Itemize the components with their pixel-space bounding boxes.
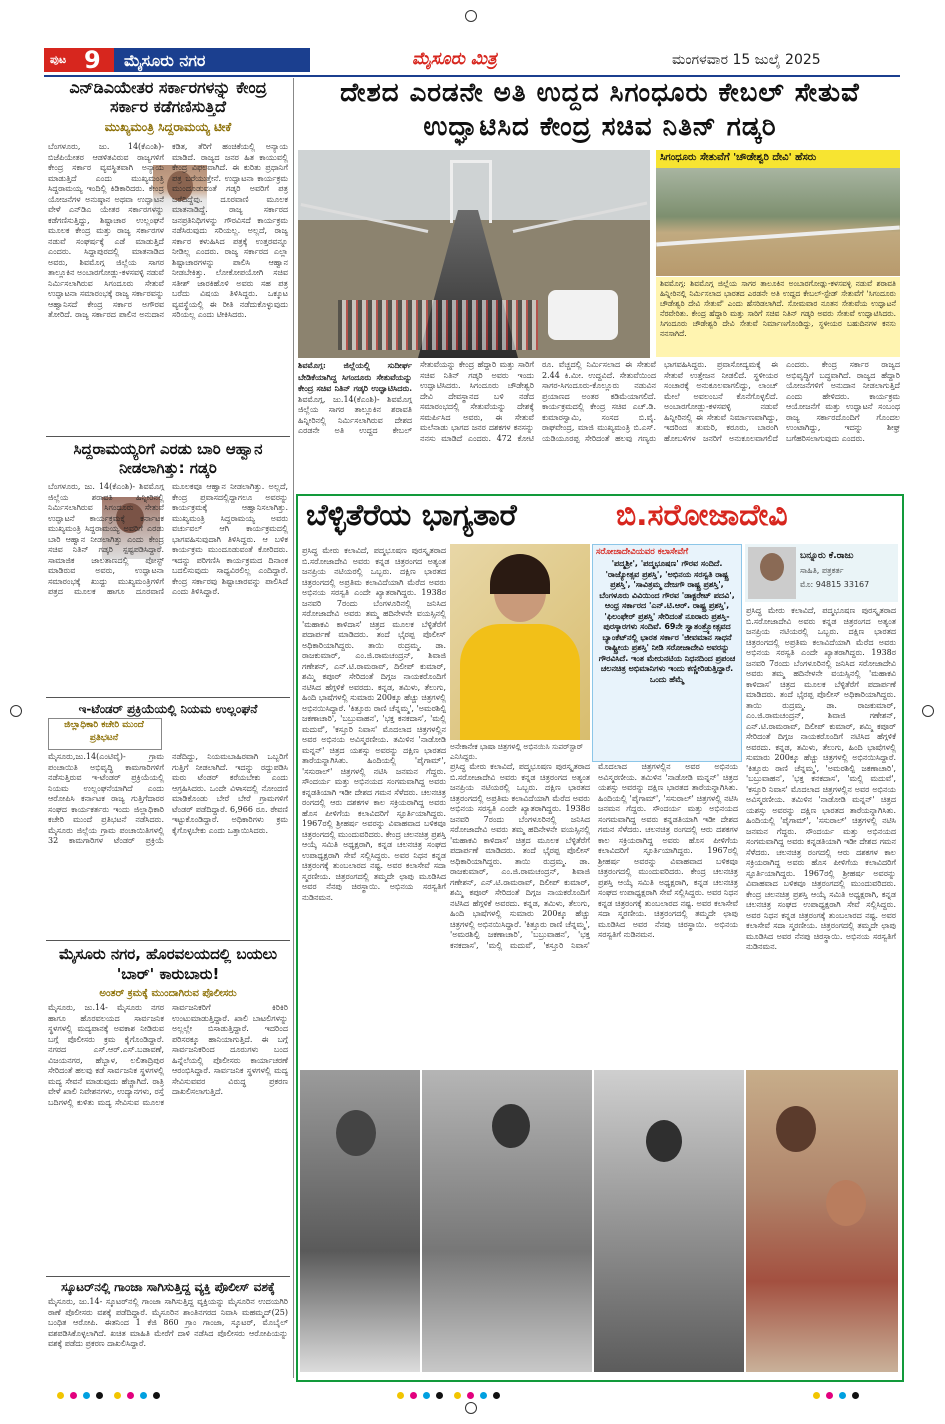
color-swatch <box>83 1392 90 1399</box>
feature-body-right: ಪ್ರಸಿದ್ಧ ಮೇರು ಕಲಾವಿದೆ, ಪದ್ಮಭೂಷಣ ಪುರಸ್ಕೃತರಾದ ಬಿ.ಸರೋಜಾದೇವಿ ಅವರು ಕನ್ನಡ ಚಿತ್ರರಂಗದ ಅತ್ಯಂತ ಜನಪ್ರಿಯ ನಟಿಯರಲ್ಲಿ ಒಬ್ಬರು. ದಕ್ಷಿಣ ಭಾರತದ ಚಿತ್ರರಂಗದಲ್ಲಿ ಅಪ್ರತಿಮ ಕಲಾವಿದೆಯಾಗಿ ಮೆರೆದ ಅವರು ಅಭಿನಯ ಸರಸ್ವತಿ ಎಂದೇ ಖ್ಯಾತರಾಗಿದ್ದರು. 1938ರ ಜನವರಿ 7ರಂದು ಬೆಂಗಳೂರಿನಲ್ಲಿ ಜನಿಸಿದ ಸರೋಜಾದೇವಿ ಅವರು ತಮ್ಮ ಹದಿನೇಳನೇ ವಯಸ್ಸಿನಲ್ಲಿ 'ಮಹಾಕವಿ ಕಾಳಿದಾಸ' ಚಿತ್ರದ ಮೂಲಕ ಬೆಳ್ಳಿತೆರೆಗೆ ಪದಾರ್ಪಣೆ ಮಾಡಿದರು. ತಂದೆ ಭೈರಪ್ಪ ಪೊಲೀಸ್ ಅಧಿಕಾರಿಯಾಗಿದ್ದರು. ತಾಯಿ ರುದ್ರಮ್ಮ. ಡಾ. ರಾಜಕುಮಾರ್, ಎಂ.ಜಿ.ರಾಮಚಂದ್ರನ್, ಶಿವಾಜಿ ಗಣೇಶನ್, ಎನ್.ಟಿ.ರಾಮರಾವ್, ದಿಲೀಪ್ ಕುಮಾರ್, ಶಮ್ಮಿ ಕಪೂರ್ ಸೇರಿದಂತೆ ದಿಗ್ಗಜ ನಾಯಕರೊಂದಿಗೆ ನಟಿಸಿದ ಹೆಗ್ಗಳಿಕೆ ಅವರದು. ಕನ್ನಡ, ತಮಿಳು, ತೆಲುಗು, ಹಿಂದಿ ಭಾಷೆಗಳಲ್ಲಿ ಸುಮಾರು 200ಕ್ಕೂ ಹೆಚ್ಚು ಚಿತ್ರಗಳಲ್ಲಿ ಅಭಿನಯಿಸಿದ್ದಾರೆ. 'ಕಿತ್ತೂರು ರಾಣಿ ಚೆನ್ನಮ್ಮ', 'ಅಮರಶಿಲ್ಪಿ ಜಕಣಾಚಾರಿ', 'ಬಬ್ರುವಾಹನ', 'ಭಕ್ತ ಕನಕದಾಸ', 'ಮಲ್ಲಿ ಮದುವೆ', 'ಕಸ್ತೂರಿ ನಿವಾಸ' ಮೊದಲಾದ ಚಿತ್ರಗಳಲ್ಲಿನ ಅವರ ಅಭಿನಯ ಅವಿಸ್ಮರಣೀಯ. ತಮಿಳಿನ 'ನಾಡೋಡಿ ಮನ್ನನ್' ಚಿತ್ರದ ಯಶಸ್ಸು ಅವರನ್ನು ದಕ್ಷಿಣ ಭಾರತದ ತಾರೆಯನ್ನಾಗಿಸಿತು. ಹಿಂದಿಯಲ್ಲಿ 'ಪೈಗಾಮ್', 'ಸಸುರಾಲ್' ಚಿತ್ರಗಳಲ್ಲಿ ನಟಿಸಿ ಜನಮನ ಗೆದ್ದರು. ಸೌಂದರ್ಯ ಮತ್ತು ಅಭಿನಯದ ಸಂಗಮವಾಗಿದ್ದ ಅವರು ಕನ್ನಡತಿಯಾಗಿ ಇಡೀ ದೇಶದ ಗಮನ ಸೆಳೆದರು. ಚಲನಚಿತ್ರ ರಂಗದಲ್ಲಿ ಆರು ದಶಕಗಳ ಕಾಲ ಸಕ್ರಿಯರಾಗಿದ್ದ ಅವರು ಹೊಸ ಪೀಳಿಗೆಯ ಕಲಾವಿದರಿಗೆ ಸ್ಫೂರ್ತಿಯಾಗಿದ್ದರು. 1967ರಲ್ಲಿ ಶ್ರೀಹರ್ಷ ಅವರನ್ನು ವಿವಾಹವಾದ ಬಳಿಕವೂ ಚಿತ್ರರಂಗದಲ್ಲಿ ಮುಂದುವರಿದರು. ಕೇಂದ್ರ ಚಲನಚಿತ್ರ ಪ್ರಶಸ್ತಿ ಆಯ್ಕೆ ಸಮಿತಿ ಅಧ್ಯಕ್ಷರಾಗಿ, ಕನ್ನಡ ಚಲನಚಿತ್ರ ಸಂಘದ ಉಪಾಧ್ಯಕ್ಷರಾಗಿ ಸೇವೆ ಸಲ್ಲಿಸಿದ್ದರು. ಅವರ ನಿಧನ ಕನ್ನಡ ಚಿತ್ರರಂಗಕ್ಕೆ ತುಂಬಲಾರದ ನಷ್ಟ. ಅವರ ಕಲಾಸೇವೆ ಸದಾ ಸ್ಮರಣೀಯ. ಚಿತ್ರರಂಗದಲ್ಲಿ ತಮ್ಮದೇ ಛಾಪು ಮೂಡಿಸಿದ ಅವರ ನೆನಪು ಚಿರಸ್ಥಾಯಿ. ಅಭಿನಯ ಸರಸ್ವತಿಗೆ ನುಡಿನಮನ. <box>746 606 896 951</box>
sarojadevi-portrait <box>450 544 590 740</box>
page-date: ಮಂಗಳವಾರ 15 ಜುಲೈ 2025 <box>672 52 821 68</box>
page-header <box>44 48 900 74</box>
story3-subhead: ಜಿಲ್ಲಾಧಿಕಾರಿ ಕಚೇರಿ ಮುಂದೆ ಪ್ರತಿಭಟನೆ <box>64 720 144 743</box>
color-swatch <box>852 1392 859 1399</box>
masthead-logo: ಮೈಸೂರು ಮಿತ್ರ <box>412 49 497 69</box>
feature-headline-part1: ಬೆಳ್ಳಿತೆರೆಯ ಭಾಗ್ಯತಾರೆ <box>306 498 517 533</box>
aerial-bridge-line <box>656 225 900 246</box>
page-number: 9 <box>84 46 101 74</box>
story4-headline: ಮೈಸೂರು ನಗರ, ಹೊರವಲಯದಲ್ಲಿ ಬಯಲು 'ಬಾರ್' ಕಾರುಬಾರು! <box>58 945 278 983</box>
lead-body <box>298 360 900 492</box>
car <box>548 290 618 340</box>
portrait-hair <box>490 554 550 594</box>
color-swatch <box>96 1392 103 1399</box>
color-swatch <box>480 1392 487 1399</box>
author-avatar-icon <box>760 553 784 581</box>
author-role: ಸಾಹಿತಿ, ಪತ್ರಕರ್ತ <box>800 566 844 575</box>
story5-headline: ಸ್ಕೂಟರ್‌ನಲ್ಲಿ ಗಾಂಜಾ ಸಾಗಿಸುತ್ತಿದ್ದ ವ್ಯಕ್ತಿ ಪೊಲೀಸ್ ವಶಕ್ಕೆ <box>61 1280 275 1294</box>
registration-mark <box>465 10 477 22</box>
story2-headline: ಸಿದ್ದರಾಮಯ್ಯರಿಗೆ ಎರಡು ಬಾರಿ ಆಹ್ವಾನ ನೀಡಲಾಗಿತ್ತು: ಗಡ್ಕರಿ <box>73 440 263 477</box>
author-mobile: ಮೊ: 94815 33167 <box>800 580 870 589</box>
story2-body: ಬೆಂಗಳೂರು, ಜು. 14(ಕೆಎಂಶಿ)- ಶಿವಮೊಗ್ಗ ಜಿಲ್ಲೆಯ ಶರಾವತಿ ಹಿನ್ನೀರಿನಲ್ಲಿ ನಿರ್ಮಿಸಲಾಗಿರುವ ಸಿಗಂದೂರು ಸೇತುವೆ ಉದ್ಘಾಟನೆ ಕಾರ್ಯಕ್ರಮಕ್ಕೆ ಕರ್ನಾಟಕ ಮುಖ್ಯಮಂತ್ರಿ ಸಿದ್ದರಾಮಯ್ಯ ಅವರಿಗೆ ಎರಡು ಬಾರಿ ಆಹ್ವಾನ ನೀಡಲಾಗಿತ್ತು ಎಂದು ಕೇಂದ್ರ ಸಚಿವ ನಿತಿನ್ ಗಡ್ಕರಿ ಸ್ಪಷ್ಟಪಡಿಸಿದ್ದಾರೆ. ಸಾಮಾಜಿಕ ಜಾಲತಾಣದಲ್ಲಿ ಪೋಸ್ಟ್ ಮಾಡಿರುವ ಅವರು, ಉದ್ಘಾಟನಾ ಸಮಾರಂಭಕ್ಕೆ ಖುದ್ದು ಮುಖ್ಯಮಂತ್ರಿಗಳಿಗೆ ಪತ್ರದ ಮೂಲಕ ಹಾಗೂ ದೂರವಾಣಿ ಮೂಲಕವೂ ಆಹ್ವಾನ ನೀಡಲಾಗಿತ್ತು. ಅಲ್ಲದೆ, ಕೇಂದ್ರ ಪ್ರವಾಸದಲ್ಲಿದ್ದಾಗಲೂ ಅವರನ್ನು ಕಾರ್ಯಕ್ರಮಕ್ಕೆ ಆಹ್ವಾನಿಸಲಾಗಿತ್ತು. ಮುಖ್ಯಮಂತ್ರಿ ಸಿದ್ದರಾಮಯ್ಯ ಅವರು ವರ್ಚುವಲ್ ಆಗಿ ಕಾರ್ಯಕ್ರಮದಲ್ಲಿ ಭಾಗವಹಿಸುವುದಾಗಿ ತಿಳಿಸಿದ್ದರು. ಆ ಬಳಿಕ ಕಾರ್ಯಕ್ರಮ ಮುಂದೂಡುವಂತೆ ಕೋರಿದರು. ಇದನ್ನು ಪರಿಗಣಿಸಿ ಕಾರ್ಯಕ್ರಮದ ದಿನಾಂಕ ಬದಲಿಸುವುದು ಸಾಧ್ಯವಿರಲಿಲ್ಲ ಎಂದಿದ್ದಾರೆ. ಕೇಂದ್ರ ಸರ್ಕಾರವು ಶಿಷ್ಟಾಚಾರವನ್ನು ಪಾಲಿಸಿದೆ ಎಂದು ತಿಳಿಸಿದ್ದಾರೆ. <box>48 482 288 596</box>
lead-body-text: ಶಿವಮೊಗ್ಗ, ಜು.14(ಕೆಎಂಶಿ)- ಶಿವಮೊಗ್ಗ ಜಿಲ್ಲೆಯ ಸಾಗರ ತಾಲ್ಲೂಕಿನ ಶರಾವತಿ ಹಿನ್ನೀರಿನಲ್ಲಿ ನಿರ್ಮಿಸಲಾಗಿರುವ ದೇಶದ ಎರಡನೇ ಅತಿ ಉದ್ದದ ಕೇಬಲ್ ಸೇತುವೆಯನ್ನು ಕೇಂದ್ರ ಹೆದ್ದಾರಿ ಮತ್ತು ಸಾರಿಗೆ ಸಚಿವ ನಿತಿನ್ ಗಡ್ಕರಿ ಅವರು ಇಂದು ಉದ್ಘಾಟಿಸಿದರು. ಸಿಗಂದೂರು ಚೌಡೇಶ್ವರಿ ದೇವಿ ದೇವಸ್ಥಾನದ ಬಳಿ ನಡೆದ ಸಮಾರಂಭದಲ್ಲಿ ಸೇತುವೆಯನ್ನು ದೇಶಕ್ಕೆ ಸಮರ್ಪಿಸಿದ ಅವರು, ಈ ಸೇತುವೆ ಮಲೆನಾಡು ಭಾಗದ ಜನರ ದಶಕಗಳ ಕನಸನ್ನು ನನಸು ಮಾಡಿದೆ ಎಂದರು. 472 ಕೋಟಿ ರೂ. ವೆಚ್ಚದಲ್ಲಿ ನಿರ್ಮಿಸಲಾದ ಈ ಸೇತುವೆ 2.44 ಕಿ.ಮೀ. ಉದ್ದವಿದೆ. ಸೇತುವೆಯಿಂದ ಸಾಗರ-ಸಿಗಂದೂರು-ಕೊಲ್ಲೂರು ನಡುವಿನ ಪ್ರಯಾಣದ ಅಂತರ ಕಡಿಮೆಯಾಗಲಿದೆ. ಕಾರ್ಯಕ್ರಮದಲ್ಲಿ ಕೇಂದ್ರ ಸಚಿವ ಎಚ್.ಡಿ. ಕುಮಾರಸ್ವಾಮಿ, ಸಂಸದ ಬಿ.ವೈ. ರಾಘವೇಂದ್ರ, ಮಾಜಿ ಮುಖ್ಯಮಂತ್ರಿ ಬಿ.ಎಸ್. ಯಡಿಯೂರಪ್ಪ ಸೇರಿದಂತೆ ಹಲವು ಗಣ್ಯರು ಭಾಗವಹಿಸಿದ್ದರು. ಪ್ರವಾಸೋದ್ಯಮಕ್ಕೆ ಈ ಸೇತುವೆ ಉತ್ತೇಜನ ನೀಡಲಿದೆ. ಸ್ಥಳೀಯರ ಸಂಚಾರಕ್ಕೆ ಅನುಕೂಲವಾಗಲಿದ್ದು, ಲಾಂಚ್ ಮೇಲೆ ಅವಲಂಬನೆ ಕೊನೆಗೊಳ್ಳಲಿದೆ. ಅಂಬಾರಗೋಡ್ಲು-ಕಳಸವಳ್ಳಿ ನಡುವೆ ಹಿನ್ನೀರಿನಲ್ಲಿ ಈ ಸೇತುವೆ ನಿರ್ಮಾಣವಾಗಿದ್ದು, ಇದರಿಂದ ತುಮರಿ, ಕರೂರು, ಬಾರಂಗಿ ಹೋಬಳಿಗಳ ಜನರಿಗೆ ಅನುಕೂಲವಾಗಲಿದೆ ಎಂದರು. ಕೇಂದ್ರ ಸರ್ಕಾರ ರಾಜ್ಯದ ಅಭಿವೃದ್ಧಿಗೆ ಬದ್ಧವಾಗಿದೆ. ರಾಜ್ಯದ ಹೆದ್ದಾರಿ ಯೋಜನೆಗಳಿಗೆ ಅನುದಾನ ನೀಡಲಾಗುತ್ತಿದೆ ಎಂದು ಹೇಳಿದರು. ಕಾರ್ಯಕ್ರಮ ಆಯೋಜನೆಗೆ ಮತ್ತು ಉದ್ಘಾಟನೆ ಸಂಬಂಧ ರಾಜ್ಯ ಸರ್ಕಾರದೊಂದಿಗೆ ಗೊಂದಲ ಉಂಟಾಗಿದ್ದು, ಇದನ್ನು ಶೀಘ್ರ ಬಗೆಹರಿಸಲಾಗುವುದು ಎಂದರು. <box>298 360 900 443</box>
feature-body-left: ಪ್ರಸಿದ್ಧ ಮೇರು ಕಲಾವಿದೆ, ಪದ್ಮಭೂಷಣ ಪುರಸ್ಕೃತರಾದ ಬಿ.ಸರೋಜಾದೇವಿ ಅವರು ಕನ್ನಡ ಚಿತ್ರರಂಗದ ಅತ್ಯಂತ ಜನಪ್ರಿಯ ನಟಿಯರಲ್ಲಿ ಒಬ್ಬರು. ದಕ್ಷಿಣ ಭಾರತದ ಚಿತ್ರರಂಗದಲ್ಲಿ ಅಪ್ರತಿಮ ಕಲಾವಿದೆಯಾಗಿ ಮೆರೆದ ಅವರು ಅಭಿನಯ ಸರಸ್ವತಿ ಎಂದೇ ಖ್ಯಾತರಾಗಿದ್ದರು. 1938ರ ಜನವರಿ 7ರಂದು ಬೆಂಗಳೂರಿನಲ್ಲಿ ಜನಿಸಿದ ಸರೋಜಾದೇವಿ ಅವರು ತಮ್ಮ ಹದಿನೇಳನೇ ವಯಸ್ಸಿನಲ್ಲಿ 'ಮಹಾಕವಿ ಕಾಳಿದಾಸ' ಚಿತ್ರದ ಮೂಲಕ ಬೆಳ್ಳಿತೆರೆಗೆ ಪದಾರ್ಪಣೆ ಮಾಡಿದರು. ತಂದೆ ಭೈರಪ್ಪ ಪೊಲೀಸ್ ಅಧಿಕಾರಿಯಾಗಿದ್ದರು. ತಾಯಿ ರುದ್ರಮ್ಮ. ಡಾ. ರಾಜಕುಮಾರ್, ಎಂ.ಜಿ.ರಾಮಚಂದ್ರನ್, ಶಿವಾಜಿ ಗಣೇಶನ್, ಎನ್.ಟಿ.ರಾಮರಾವ್, ದಿಲೀಪ್ ಕುಮಾರ್, ಶಮ್ಮಿ ಕಪೂರ್ ಸೇರಿದಂತೆ ದಿಗ್ಗಜ ನಾಯಕರೊಂದಿಗೆ ನಟಿಸಿದ ಹೆಗ್ಗಳಿಕೆ ಅವರದು. ಕನ್ನಡ, ತಮಿಳು, ತೆಲುಗು, ಹಿಂದಿ ಭಾಷೆಗಳಲ್ಲಿ ಸುಮಾರು 200ಕ್ಕೂ ಹೆಚ್ಚು ಚಿತ್ರಗಳಲ್ಲಿ ಅಭಿನಯಿಸಿದ್ದಾರೆ. 'ಕಿತ್ತೂರು ರಾಣಿ ಚೆನ್ನಮ್ಮ', 'ಅಮರಶಿಲ್ಪಿ ಜಕಣಾಚಾರಿ', 'ಬಬ್ರುವಾಹನ', 'ಭಕ್ತ ಕನಕದಾಸ', 'ಮಲ್ಲಿ ಮದುವೆ', 'ಕಸ್ತೂರಿ ನಿವಾಸ' ಮೊದಲಾದ ಚಿತ್ರಗಳಲ್ಲಿನ ಅವರ ಅಭಿನಯ ಅವಿಸ್ಮರಣೀಯ. ತಮಿಳಿನ 'ನಾಡೋಡಿ ಮನ್ನನ್' ಚಿತ್ರದ ಯಶಸ್ಸು ಅವರನ್ನು ದಕ್ಷಿಣ ಭಾರತದ ತಾರೆಯನ್ನಾಗಿಸಿತು. ಹಿಂದಿಯಲ್ಲಿ 'ಪೈಗಾಮ್', 'ಸಸುರಾಲ್' ಚಿತ್ರಗಳಲ್ಲಿ ನಟಿಸಿ ಜನಮನ ಗೆದ್ದರು. ಸೌಂದರ್ಯ ಮತ್ತು ಅಭಿನಯದ ಸಂಗಮವಾಗಿದ್ದ ಅವರು ಕನ್ನಡತಿಯಾಗಿ ಇಡೀ ದೇಶದ ಗಮನ ಸೆಳೆದರು. ಚಲನಚಿತ್ರ ರಂಗದಲ್ಲಿ ಆರು ದಶಕಗಳ ಕಾಲ ಸಕ್ರಿಯರಾಗಿದ್ದ ಅವರು ಹೊಸ ಪೀಳಿಗೆಯ ಕಲಾವಿದರಿಗೆ ಸ್ಫೂರ್ತಿಯಾಗಿದ್ದರು. 1967ರಲ್ಲಿ ಶ್ರೀಹರ್ಷ ಅವರನ್ನು ವಿವಾಹವಾದ ಬಳಿಕವೂ ಚಿತ್ರರಂಗದಲ್ಲಿ ಮುಂದುವರಿದರು. ಕೇಂದ್ರ ಚಲನಚಿತ್ರ ಪ್ರಶಸ್ತಿ ಆಯ್ಕೆ ಸಮಿತಿ ಅಧ್ಯಕ್ಷರಾಗಿ, ಕನ್ನಡ ಚಲನಚಿತ್ರ ಸಂಘದ ಉಪಾಧ್ಯಕ್ಷರಾಗಿ ಸೇವೆ ಸಲ್ಲಿಸಿದ್ದರು. ಅವರ ನಿಧನ ಕನ್ನಡ ಚಿತ್ರರಂಗಕ್ಕೆ ತುಂಬಲಾರದ ನಷ್ಟ. ಅವರ ಕಲಾಸೇವೆ ಸದಾ ಸ್ಮರಣೀಯ. ಚಿತ್ರರಂಗದಲ್ಲಿ ತಮ್ಮದೇ ಛಾಪು ಮೂಡಿಸಿದ ಅವರ ನೆನಪು ಚಿರಸ್ಥಾಯಿ. ಅಭಿನಯ ಸರಸ್ವತಿಗೆ ನುಡಿನಮನ. <box>302 546 446 902</box>
bridge-tower <box>450 160 492 223</box>
divider <box>46 940 290 941</box>
bridge-aerial-photo <box>656 168 900 276</box>
divider <box>46 697 290 698</box>
side-caption: ಶಿವಮೊಗ್ಗ: ಶಿವಮೊಗ್ಗ ಜಿಲ್ಲೆಯ ಸಾಗರ ತಾಲೂಕಿನ ಅಂಬಾರಗೋಡ್ಲು-ಕಳಸವಳ್ಳಿ ನಡುವೆ ಶರಾವತಿ ಹಿನ್ನೀರಿನಲ್ಲಿ ನಿರ್ಮಿಸಲಾದ ಭಾರತದ ಎರಡನೇ ಅತಿ ಉದ್ದದ ಕೇಬಲ್-ಸ್ಟೇಡ್ ಸೇತುವೆಗೆ 'ಸಿಗಂದೂರು ಚೌಡೇಶ್ವರಿ ದೇವಿ ಸೇತುವೆ' ಎಂದು ಹೆಸರಿಡಲಾಗಿದೆ. ಸೋಮವಾರ ನೂತನ ಸೇತುವೆಯ ಉದ್ಘಾಟನೆ ನೆರವೇರಿತು. ಕೇಂದ್ರ ಹೆದ್ದಾರಿ ಮತ್ತು ಸಾರಿಗೆ ಸಚಿವ ನಿತಿನ್ ಗಡ್ಕರಿ ಅವರು ಸೇತುವೆ ಉದ್ಘಾಟಿಸಿದರು. ಸಿಗಂದೂರು ಚೌಡೇಶ್ವರಿ ದೇವಿ ಸೇತುವೆ ನಿರ್ಮಾಣಗೊಂಡಿದ್ದು, ಸ್ಥಳೀಯರ ಬಹುದಿನಗಳ ಕನಸು ನನಸಾಗಿದೆ. <box>660 279 896 338</box>
color-swatch <box>436 1392 443 1399</box>
author-name: ಬನ್ನೂರು ಕೆ.ರಾಜು <box>800 551 854 561</box>
column-rule <box>293 78 294 1378</box>
author-photo <box>748 547 796 599</box>
portrait-saree <box>460 624 580 740</box>
color-swatch <box>813 1392 820 1399</box>
awards-text: 'ಪದ್ಮಶ್ರೀ', 'ಪದ್ಮಭೂಷಣ' ಗೌರವ ಸಂದಿದೆ. 'ರಾಜ್ಯೋತ್ಸವ ಪ್ರಶಸ್ತಿ', 'ಅಭಿನಯ ಸರಸ್ವತಿ ರಾಷ್ಟ್ರ ಪ್ರಶಸ್ತಿ', 'ಸಾವಿತ್ರಮ್ಮ ದೇಜಗೌ ರಾಷ್ಟ್ರ ಪ್ರಶಸ್ತಿ', ಬೆಂಗಳೂರು ವಿವಿಯಿಂದ ಗೌರವ 'ಡಾಕ್ಟರೇಟ್ ಪದವಿ', ಆಂಧ್ರ ಸರ್ಕಾರದ 'ಎನ್.ಟಿ.ಆರ್. ರಾಷ್ಟ್ರ ಪ್ರಶಸ್ತಿ', 'ಫಿಲಂಫೇರ್ ಪ್ರಶಸ್ತಿ' ಸೇರಿದಂತೆ ನೂರಾರು ಪ್ರಶಸ್ತಿ-ಪುರಸ್ಕಾರಗಳು ಸಂದಿವೆ. 69ನೇ ಸ್ವಾತಂತ್ರ್ಯೋತ್ಸವದ ಬ್ಯಾಂಕೆಟ್‌ನಲ್ಲಿ ಭಾರತ ಸರ್ಕಾರ 'ಜೀವಮಾನ ಸಾಧನೆ ರಾಷ್ಟ್ರೀಯ ಪ್ರಶಸ್ತಿ' ನೀಡಿ ಸರೋಜಾದೇವಿ ಅವರನ್ನು ಗೌರವಿಸಿದೆ. ಇಂತ ಮೇರುನಟಿಯ ನಿಧನದಿಂದ ಪ್ರಪಂಚ ಚಲನಚಿತ್ರ ಅಭಿಮಾನಿಗಳು ಇಂದು ಕಣ್ಣೀರಿಡುತ್ತಿದ್ದಾರೆ. ಒಂದು ಹೆಮ್ಮೆ <box>598 559 736 684</box>
film-still-3 <box>594 1070 744 1372</box>
story1-subhead: ಮುಖ್ಯಮಂತ್ರಿ ಸಿದ್ದರಾಮಯ್ಯ ಟೀಕೆ <box>104 120 232 134</box>
color-swatch <box>839 1392 846 1399</box>
bridge-main-photo <box>298 150 650 358</box>
feature-photo-caption: ಅನೇಕಾನೇಕ ಭಾಷಾ ಚಿತ್ರಗಳಲ್ಲಿ ಅಭಿನಯಿಸಿ ಸುಪರ್‌ಸ್ಟಾರ್ ಎನಿಸಿದ್ದರು. <box>450 742 584 761</box>
color-swatch <box>410 1392 417 1399</box>
footer-color-bar-right <box>810 1384 910 1394</box>
story4-subhead: ಅಂತರ್ ಕ್ರಮಕ್ಕೆ ಮುಂದಾಗಿರುವ ಪೊಲೀಸರು <box>99 988 237 999</box>
feature-headline-part2: ಬಿ.ಸರೋಜಾದೇವಿ <box>616 498 788 533</box>
registration-mark <box>465 1402 477 1414</box>
film-still-4-color <box>746 1070 898 1372</box>
color-swatch <box>140 1392 147 1399</box>
story1-headline: ಎನ್‌ಡಿಎಯೇತರ ಸರ್ಕಾರಗಳನ್ನು ಕೇಂದ್ರ ಸರ್ಕಾರ ಕಡೆಗಣಿಸುತ್ತಿದೆ <box>69 78 267 116</box>
story4-body: ಮೈಸೂರು, ಜು.14- ಮೈಸೂರು ನಗರ ಹಾಗೂ ಹೊರವಲಯದ ಸಾರ್ವಜನಿಕ ಸ್ಥಳಗಳಲ್ಲಿ ಮದ್ಯಪಾನಕ್ಕೆ ಅವಕಾಶ ನೀಡಿರುವ ಬಗ್ಗೆ ಪೊಲೀಸರು ಕ್ರಮ ಕೈಗೊಂಡಿದ್ದಾರೆ. ನಗರದ ಎಸ್.ಆರ್.ಎಸ್.ಬಡಾವಣೆ, ವಿಜಯನಗರ, ಹೆಬ್ಬಾಳ, ಲಲಿತಾದ್ರಿಪುರ ಸೇರಿದಂತೆ ಹಲವು ಕಡೆ ಸಾರ್ವಜನಿಕ ಸ್ಥಳಗಳಲ್ಲಿ ಮದ್ಯ ಸೇವನೆ ಮಾಡುವುದು ಹೆಚ್ಚಾಗಿದೆ. ರಾತ್ರಿ ವೇಳೆ ಖಾಲಿ ನಿವೇಶನಗಳು, ಉದ್ಯಾನಗಳು, ರಸ್ತೆ ಬದಿಗಳಲ್ಲಿ ಕುಳಿತು ಮದ್ಯ ಸೇವಿಸುವ ಮೂಲಕ ಸಾರ್ವಜನಿಕರಿಗೆ ಕಿರಿಕಿರಿ ಉಂಟುಮಾಡುತ್ತಿದ್ದಾರೆ. ಖಾಲಿ ಬಾಟಲಿಗಳನ್ನು ಅಲ್ಲಲ್ಲೇ ಬಿಸಾಡುತ್ತಿದ್ದಾರೆ. ಇದರಿಂದ ಪರಿಸರಕ್ಕೂ ಹಾನಿಯಾಗುತ್ತಿದೆ. ಈ ಬಗ್ಗೆ ಸಾರ್ವಜನಿಕರಿಂದ ದೂರುಗಳು ಬಂದ ಹಿನ್ನೆಲೆಯಲ್ಲಿ ಪೊಲೀಸರು ಕಾರ್ಯಾಚರಣೆ ಆರಂಭಿಸಿದ್ದಾರೆ. ಸಾರ್ವಜನಿಕ ಸ್ಥಳಗಳಲ್ಲಿ ಮದ್ಯ ಸೇವಿಸುವವರ ವಿರುದ್ಧ ಪ್ರಕರಣ ದಾಖಲಿಸಲಾಗುತ್ತಿದೆ. <box>48 1003 288 1107</box>
color-swatch <box>454 1392 461 1399</box>
story3-body: ಮೈಸೂರು,ಜು.14(ಎಂಟಿವೈ)- ಗ್ರಾಮ ಪಂಚಾಯಿತಿ ಅಭಿವೃದ್ಧಿ ಕಾಮಗಾರಿಗಳಿಗೆ ನಡೆಸುತ್ತಿರುವ ಇ-ಟೆಂಡರ್ ಪ್ರಕ್ರಿಯೆಯಲ್ಲಿ ನಿಯಮ ಉಲ್ಲಂಘನೆಯಾಗಿದೆ ಎಂದು ಆರೋಪಿಸಿ ಕರ್ನಾಟಕ ರಾಜ್ಯ ಗುತ್ತಿಗೆದಾರರ ಸಂಘದ ಕಾರ್ಯಕರ್ತರು ಇಂದು ಜಿಲ್ಲಾಧಿಕಾರಿ ಕಚೇರಿ ಮುಂದೆ ಪ್ರತಿಭಟನೆ ನಡೆಸಿದರು. ಮೈಸೂರು ಜಿಲ್ಲೆಯ ಗ್ರಾಮ ಪಂಚಾಯಿತಿಗಳಲ್ಲಿ 32 ಕಾಮಗಾರಿಗಳ ಟೆಂಡರ್ ಪ್ರಕ್ರಿಯೆ ನಡೆದಿದ್ದು, ನಿಯಮಬಾಹಿರವಾಗಿ ಒಬ್ಬರಿಗೆ ಗುತ್ತಿಗೆ ನೀಡಲಾಗಿದೆ. ಇದನ್ನು ರದ್ದುಪಡಿಸಿ ಮರು ಟೆಂಡರ್ ಕರೆಯಬೇಕು ಎಂದು ಆಗ್ರಹಿಸಿದರು. ಒಂದೇ ವಿಳಾಸದಲ್ಲಿ ನೋಂದಣಿ ಮಾಡಿಕೊಂಡು ಬೇರೆ ಬೇರೆ ಗ್ರಾಮಗಳಿಗೆ ಟೆಂಡರ್ ಪಡೆದಿದ್ದಾರೆ. 6,966 ರೂ. ಠೇವಣಿ ಇಟ್ಟುಕೊಂಡಿದ್ದಾರೆ. ಅಧಿಕಾರಿಗಳು ಕ್ರಮ ಕೈಗೊಳ್ಳಬೇಕು ಎಂದು ಒತ್ತಾಯಿಸಿದರು. <box>48 752 288 845</box>
lead-headline: ದೇಶದ ಎರಡನೇ ಅತಿ ಉದ್ದದ ಸಿಗಂಧೂರು ಕೇಬಲ್ ಸೇತುವೆ ಉದ್ಘಾಟಿಸಿದ ಕೇಂದ್ರ ಸಚಿವ ನಿತಿನ್ ಗಡ್ಕರಿ <box>340 78 860 142</box>
color-swatch <box>153 1392 160 1399</box>
color-swatch <box>826 1392 833 1399</box>
film-still-2 <box>422 1070 592 1372</box>
color-swatch <box>493 1392 500 1399</box>
story3-headline: ಇ-ಟೆಂಡರ್ ಪ್ರಕ್ರಿಯೆಯಲ್ಲಿ ನಿಯಮ ಉಲ್ಲಂಘನೆ <box>78 702 258 716</box>
feature-body-center: ಪ್ರಸಿದ್ಧ ಮೇರು ಕಲಾವಿದೆ, ಪದ್ಮಭೂಷಣ ಪುರಸ್ಕೃತರಾದ ಬಿ.ಸರೋಜಾದೇವಿ ಅವರು ಕನ್ನಡ ಚಿತ್ರರಂಗದ ಅತ್ಯಂತ ಜನಪ್ರಿಯ ನಟಿಯರಲ್ಲಿ ಒಬ್ಬರು. ದಕ್ಷಿಣ ಭಾರತದ ಚಿತ್ರರಂಗದಲ್ಲಿ ಅಪ್ರತಿಮ ಕಲಾವಿದೆಯಾಗಿ ಮೆರೆದ ಅವರು ಅಭಿನಯ ಸರಸ್ವತಿ ಎಂದೇ ಖ್ಯಾತರಾಗಿದ್ದರು. 1938ರ ಜನವರಿ 7ರಂದು ಬೆಂಗಳೂರಿನಲ್ಲಿ ಜನಿಸಿದ ಸರೋಜಾದೇವಿ ಅವರು ತಮ್ಮ ಹದಿನೇಳನೇ ವಯಸ್ಸಿನಲ್ಲಿ 'ಮಹಾಕವಿ ಕಾಳಿದಾಸ' ಚಿತ್ರದ ಮೂಲಕ ಬೆಳ್ಳಿತೆರೆಗೆ ಪದಾರ್ಪಣೆ ಮಾಡಿದರು. ತಂದೆ ಭೈರಪ್ಪ ಪೊಲೀಸ್ ಅಧಿಕಾರಿಯಾಗಿದ್ದರು. ತಾಯಿ ರುದ್ರಮ್ಮ. ಡಾ. ರಾಜಕುಮಾರ್, ಎಂ.ಜಿ.ರಾಮಚಂದ್ರನ್, ಶಿವಾಜಿ ಗಣೇಶನ್, ಎನ್.ಟಿ.ರಾಮರಾವ್, ದಿಲೀಪ್ ಕುಮಾರ್, ಶಮ್ಮಿ ಕಪೂರ್ ಸೇರಿದಂತೆ ದಿಗ್ಗಜ ನಾಯಕರೊಂದಿಗೆ ನಟಿಸಿದ ಹೆಗ್ಗಳಿಕೆ ಅವರದು. ಕನ್ನಡ, ತಮಿಳು, ತೆಲುಗು, ಹಿಂದಿ ಭಾಷೆಗಳಲ್ಲಿ ಸುಮಾರು 200ಕ್ಕೂ ಹೆಚ್ಚು ಚಿತ್ರಗಳಲ್ಲಿ ಅಭಿನಯಿಸಿದ್ದಾರೆ. 'ಕಿತ್ತೂರು ರಾಣಿ ಚೆನ್ನಮ್ಮ', 'ಅಮರಶಿಲ್ಪಿ ಜಕಣಾಚಾರಿ', 'ಬಬ್ರುವಾಹನ', 'ಭಕ್ತ ಕನಕದಾಸ', 'ಮಲ್ಲಿ ಮದುವೆ', 'ಕಸ್ತೂರಿ ನಿವಾಸ' ಮೊದಲಾದ ಚಿತ್ರಗಳಲ್ಲಿನ ಅವರ ಅಭಿನಯ ಅವಿಸ್ಮರಣೀಯ. ತಮಿಳಿನ 'ನಾಡೋಡಿ ಮನ್ನನ್' ಚಿತ್ರದ ಯಶಸ್ಸು ಅವರನ್ನು ದಕ್ಷಿಣ ಭಾರತದ ತಾರೆಯನ್ನಾಗಿಸಿತು. ಹಿಂದಿಯಲ್ಲಿ 'ಪೈಗಾಮ್', 'ಸಸುರಾಲ್' ಚಿತ್ರಗಳಲ್ಲಿ ನಟಿಸಿ ಜನಮನ ಗೆದ್ದರು. ಸೌಂದರ್ಯ ಮತ್ತು ಅಭಿನಯದ ಸಂಗಮವಾಗಿದ್ದ ಅವರು ಕನ್ನಡತಿಯಾಗಿ ಇಡೀ ದೇಶದ ಗಮನ ಸೆಳೆದರು. ಚಲನಚಿತ್ರ ರಂಗದಲ್ಲಿ ಆರು ದಶಕಗಳ ಕಾಲ ಸಕ್ರಿಯರಾಗಿದ್ದ ಅವರು ಹೊಸ ಪೀಳಿಗೆಯ ಕಲಾವಿದರಿಗೆ ಸ್ಫೂರ್ತಿಯಾಗಿದ್ದರು. 1967ರಲ್ಲಿ ಶ್ರೀಹರ್ಷ ಅವರನ್ನು ವಿವಾಹವಾದ ಬಳಿಕವೂ ಚಿತ್ರರಂಗದಲ್ಲಿ ಮುಂದುವರಿದರು. ಕೇಂದ್ರ ಚಲನಚಿತ್ರ ಪ್ರಶಸ್ತಿ ಆಯ್ಕೆ ಸಮಿತಿ ಅಧ್ಯಕ್ಷರಾಗಿ, ಕನ್ನಡ ಚಲನಚಿತ್ರ ಸಂಘದ ಉಪಾಧ್ಯಕ್ಷರಾಗಿ ಸೇವೆ ಸಲ್ಲಿಸಿದ್ದರು. ಅವರ ನಿಧನ ಕನ್ನಡ ಚಿತ್ರರಂಗಕ್ಕೆ ತುಂಬಲಾರದ ನಷ್ಟ. ಅವರ ಕಲಾಸೇವೆ ಸದಾ ಸ್ಮರಣೀಯ. ಚಿತ್ರರಂಗದಲ್ಲಿ ತಮ್ಮದೇ ಛಾಪು ಮೂಡಿಸಿದ ಅವರ ನೆನಪು ಚಿರಸ್ಥಾಯಿ. ಅಭಿನಯ ಸರಸ್ವತಿಗೆ ನುಡಿನಮನ. <box>450 762 738 950</box>
divider <box>46 1276 290 1277</box>
film-still-1 <box>300 1070 420 1372</box>
color-swatch <box>70 1392 77 1399</box>
color-swatch <box>397 1392 404 1399</box>
color-swatch <box>127 1392 134 1399</box>
section-title: ಮೈಸೂರು ನಗರ <box>124 51 206 70</box>
divider <box>46 436 290 437</box>
color-swatch <box>114 1392 121 1399</box>
registration-mark <box>922 705 934 717</box>
lead-photo-caption: ಶಿವಮೊಗ್ಗ: ಜಿಲ್ಲೆಯಲ್ಲಿ ಸುದೀರ್ಘ ಬೇಡಿಕೆಯಾಗಿದ್ದ ಸಿಗಂದೂರು ಸೇತುವೆಯನ್ನು ಕೇಂದ್ರ ಸಚಿವ ನಿತಿನ್ ಗಡ್ಕರಿ ಉದ್ಘಾಟಿಸಿದರು. <box>298 360 412 393</box>
registration-mark <box>10 705 22 717</box>
story1-body: ಬೆಂಗಳೂರು, ಜು. 14(ಕೆಎಂಶಿ)- ಬಿಜೆಪಿಯೇತರ ಆಡಳಿತವಿರುವ ರಾಜ್ಯಗಳಿಗೆ ಕೇಂದ್ರ ಸರ್ಕಾರ ವ್ಯವಸ್ಥಿತವಾಗಿ ಅನ್ಯಾಯ ಮಾಡುತ್ತಿದೆ ಎಂದು ಮುಖ್ಯಮಂತ್ರಿ ಸಿದ್ದರಾಮಯ್ಯ ಇಂದಿಲ್ಲಿ ಕಿಡಿಕಾರಿದರು. ಕೇಂದ್ರ ಯೋಜನೆಗಳ ಅನುಷ್ಠಾನ ಅಥವಾ ಉದ್ಘಾಟನೆ ವೇಳೆ ಎನ್‌ಡಿಎ ಯೇತರ ಸರ್ಕಾರಗಳನ್ನು ಕಡೆಗಣಿಸುತ್ತಿದ್ದು, ಶಿಷ್ಟಾಚಾರ ಉಲ್ಲಂಘನೆ ಮೂಲಕ ಕೇಂದ್ರ ಮತ್ತು ರಾಜ್ಯ ಸರ್ಕಾರಗಳ ನಡುವೆ ಸಂಘರ್ಷಕ್ಕೆ ಎಡೆ ಮಾಡುತ್ತಿದೆ ಎಂದರು. ಸಿದ್ದಾಪುರದಲ್ಲಿ ಮಾತನಾಡಿದ ಅವರು, ಶಿವಮೊಗ್ಗ ಜಿಲ್ಲೆಯ ಸಾಗರ ತಾಲ್ಲೂಕಿನ ಅಂಬಾರಗೋಡ್ಲು-ಕಳಸವಳ್ಳಿ ನಡುವೆ ನಿರ್ಮಿಸಲಾಗಿರುವ ಸಿಗಂದೂರು ಸೇತುವೆ ಉದ್ಘಾಟನಾ ಸಮಾರಂಭಕ್ಕೆ ರಾಜ್ಯ ಸರ್ಕಾರವನ್ನು ಆಹ್ವಾನಿಸದೆ ಕೇಂದ್ರ ಸರ್ಕಾರ ಅಗೌರವ ತೋರಿದೆ. ರಾಜ್ಯ ಸರ್ಕಾರದ ಪಾಲಿನ ಅನುದಾನ ಕಡಿತ, ತೆರಿಗೆ ಹಂಚಿಕೆಯಲ್ಲಿ ಅನ್ಯಾಯ ಮಾಡಿದೆ. ರಾಜ್ಯದ ಜನರ ಹಿತ ಕಾಯುವಲ್ಲಿ ಕೇಂದ್ರ ವಿಫಲವಾಗಿದೆ. ಈ ಕುರಿತು ಪ್ರಧಾನಿಗೆ ಪತ್ರ ಬರೆಯುತ್ತೇನೆ. ಉದ್ಘಾಟನಾ ಕಾರ್ಯಕ್ರಮ ಮುಂದೂಡುವಂತೆ ಗಡ್ಕರಿ ಅವರಿಗೆ ಪತ್ರ ಬರೆದಿದ್ದೆವು. ದೂರವಾಣಿ ಮೂಲಕ ಮಾತನಾಡಿದ್ದೆ. ರಾಜ್ಯ ಸರ್ಕಾರದ ಜನಪ್ರತಿನಿಧಿಗಳನ್ನು ಗೌರವಿಸದೆ ಕಾರ್ಯಕ್ರಮ ನಡೆಸಿರುವುದು ಸರಿಯಲ್ಲ. ಅಲ್ಲದೆ, ರಾಜ್ಯ ಸರ್ಕಾರ ಕಳುಹಿಸಿದ ಪತ್ರಕ್ಕೆ ಉತ್ತರವನ್ನೂ ನೀಡಿಲ್ಲ ಎಂದರು. ರಾಜ್ಯ ಸರ್ಕಾರದ ಎಲ್ಲಾ ಶಿಷ್ಟಾಚಾರಗಳನ್ನು ಪಾಲಿಸಿ ಆಹ್ವಾನ ನೀಡಬೇಕಿತ್ತು. ಲೋಕೋಪಯೋಗಿ ಸಚಿವ ಸತೀಶ್ ಜಾರಕಿಹೊಳಿ ಅವರು ಸಹ ಪತ್ರ ಬರೆದು ವಿಷಯ ತಿಳಿಸಿದ್ದರು. ಒಕ್ಕೂಟ ವ್ಯವಸ್ಥೆಯಲ್ಲಿ ಈ ರೀತಿ ನಡೆದುಕೊಳ್ಳುವುದು ಸರಿಯಲ್ಲ ಎಂದು ಟೀಕಿಸಿದರು. <box>48 142 288 319</box>
color-swatch <box>423 1392 430 1399</box>
side-photo-title: ಸಿಗಂಧೂರು ಸೇತುವೆಗೆ 'ಚೌಡೇಶ್ವರಿ ದೇವಿ' ಹೆಸರು <box>660 152 817 163</box>
crowd <box>338 300 538 350</box>
awards-title: ಸರೋಜಾದೇವಿಯವರ ಕಲಾಸೇವೆಗೆ <box>596 547 689 557</box>
color-swatch <box>57 1392 64 1399</box>
color-swatch <box>467 1392 474 1399</box>
story5-body: ಮೈಸೂರು, ಜು.14- ಸ್ಕೂಟರ್‌ನಲ್ಲಿ ಗಾಂಜಾ ಸಾಗಿಸುತ್ತಿದ್ದ ವ್ಯಕ್ತಿಯನ್ನು ಮೈಸೂರಿನ ಉದಯಗಿರಿ ಠಾಣೆ ಪೊಲೀಸರು ವಶಕ್ಕೆ ಪಡೆದಿದ್ದಾರೆ. ಮೈಸೂರಿನ ಶಾಂತಿನಗರದ ನಿವಾಸಿ ಮಹಮ್ಮದ್(25) ಬಂಧಿತ ಆರೋಪಿ. ಈತನಿಂದ 1 ಕೆಜಿ 860 ಗ್ರಾಂ ಗಾಂಜಾ, ಸ್ಕೂಟರ್, ಮೊಬೈಲ್ ವಶಪಡಿಸಿಕೊಳ್ಳಲಾಗಿದೆ. ಖಚಿತ ಮಾಹಿತಿ ಮೇರೆಗೆ ದಾಳಿ ನಡೆಸಿದ ಪೊಲೀಸರು ಆರೋಪಿಯನ್ನು ವಶಕ್ಕೆ ಪಡೆದು ಪ್ರಕರಣ ದಾಖಲಿಸಿದ್ದಾರೆ. <box>48 1297 288 1348</box>
page-label: ಪುಟ <box>50 53 67 66</box>
footer-color-bar-center <box>394 1384 554 1394</box>
